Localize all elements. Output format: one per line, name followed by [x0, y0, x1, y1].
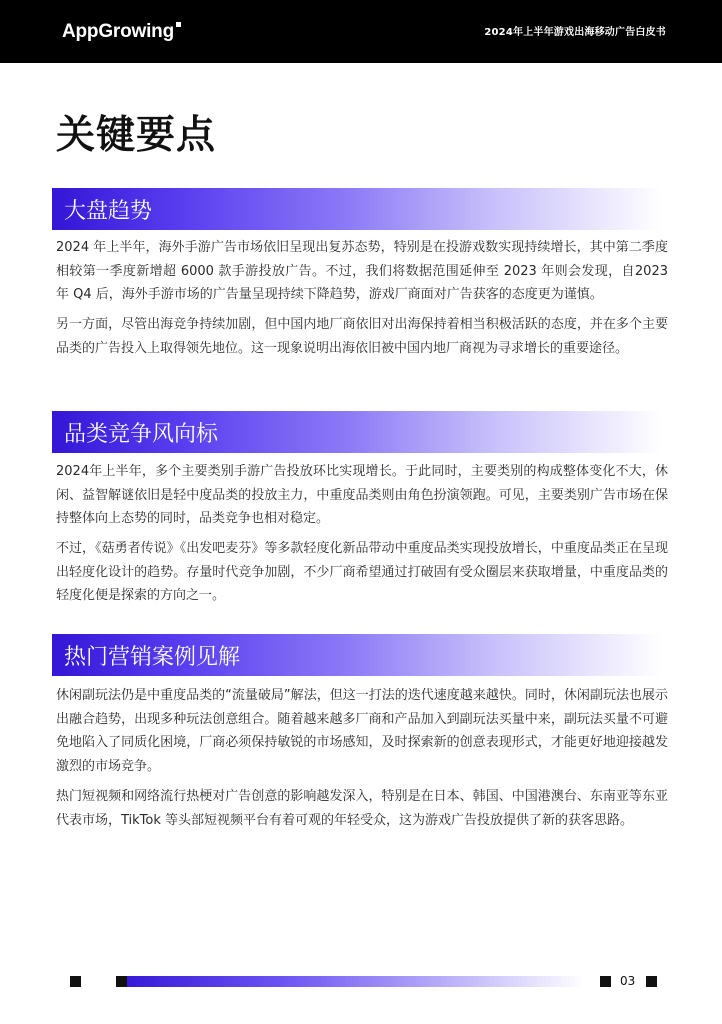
logo-square-mark-icon [176, 22, 181, 27]
section-heading: 品类竞争风向标 [64, 422, 219, 447]
paragraph: 2024年上半年，多个主要类别手游广告投放环比实现增长。于此同时，主要类别的构成整体变化不大，休闲、益智解谜依旧是轻中度品类的投放主力，中重度品类则由角色扮演领跑。可见，主要类别广告市场在保持整体向上态势的同时，品类竞争也相对稳定。 [56, 464, 668, 526]
page-title: 关键要点 [56, 113, 217, 158]
footer-square-icon [70, 976, 81, 987]
logo-text: AppGrowing [62, 21, 174, 42]
section-banner-category-competition [52, 411, 662, 453]
section-heading: 大盘趋势 [64, 199, 153, 224]
footer-gradient-bar [116, 976, 585, 987]
paragraph: 热门短视频和网络流行热梗对广告创意的影响越发深入，特别是在日本、韩国、中国港澳台、东南亚等东亚代表市场，TikTok 等头部短视频平台有着可观的年轻受众，这为游戏广告投放提供了新的获客思路。 [56, 789, 668, 828]
document-title: 2024年上半年游戏出海移动广告白皮书 [484, 27, 666, 38]
footer-square-icon [600, 976, 611, 987]
paragraph: 另一方面，尽管出海竞争持续加剧，但中国内地厂商依旧对出海保持着相当积极活跃的态度，并在多个主要品类的广告投入上取得领先地位。这一现象说明出海依旧被中国内地厂商视为寻求增长的重要途径。 [56, 317, 668, 356]
paragraph: 2024 年上半年，海外手游广告市场依旧呈现出复苏态势，特别是在投游戏数实现持续增长，其中第二季度相较第一季度新增超 6000 款手游投放广告。不过，我们将数据范围延伸至 2023 年则会发现，自2023 年 Q4 后，海外手游市场的广告量呈现持续下降趋势，游戏厂商面对广告获客的态度更为谨慎。 [56, 240, 668, 302]
appgrowing-logo [62, 18, 181, 46]
section-heading: 热门营销案例见解 [64, 645, 241, 670]
section-banner-marketing-cases [52, 634, 662, 676]
top-header-bar [0, 0, 722, 63]
footer-square-icon [116, 976, 127, 987]
paragraph: 不过，《菇勇者传说》《出发吧麦芬》等多款轻度化新品带动中重度品类实现投放增长，中重度品类正在呈现出轻度化设计的趋势。存量时代竞争加剧，不少厂商希望通过打破固有受众圈层来获取增量，中重度品类的轻度化便是探索的方向之一。 [56, 541, 668, 603]
footer-square-icon [646, 976, 657, 987]
page-number: 03 [620, 974, 636, 988]
paragraph: 休闲副玩法仍是中重度品类的“流量破局”解法，但这一打法的迭代速度越来越快。同时，休闲副玩法也展示出融合趋势，出现多种玩法创意组合。随着越来越多厂商和产品加入到副玩法买量中来，副玩法买量不可避免地陷入了同质化困境，厂商必须保持敏锐的市场感知，及时探索新的创意表现形式，才能更好地迎接越发激烈的市场竞争。 [56, 688, 668, 774]
section-banner-market-trend [52, 188, 662, 230]
